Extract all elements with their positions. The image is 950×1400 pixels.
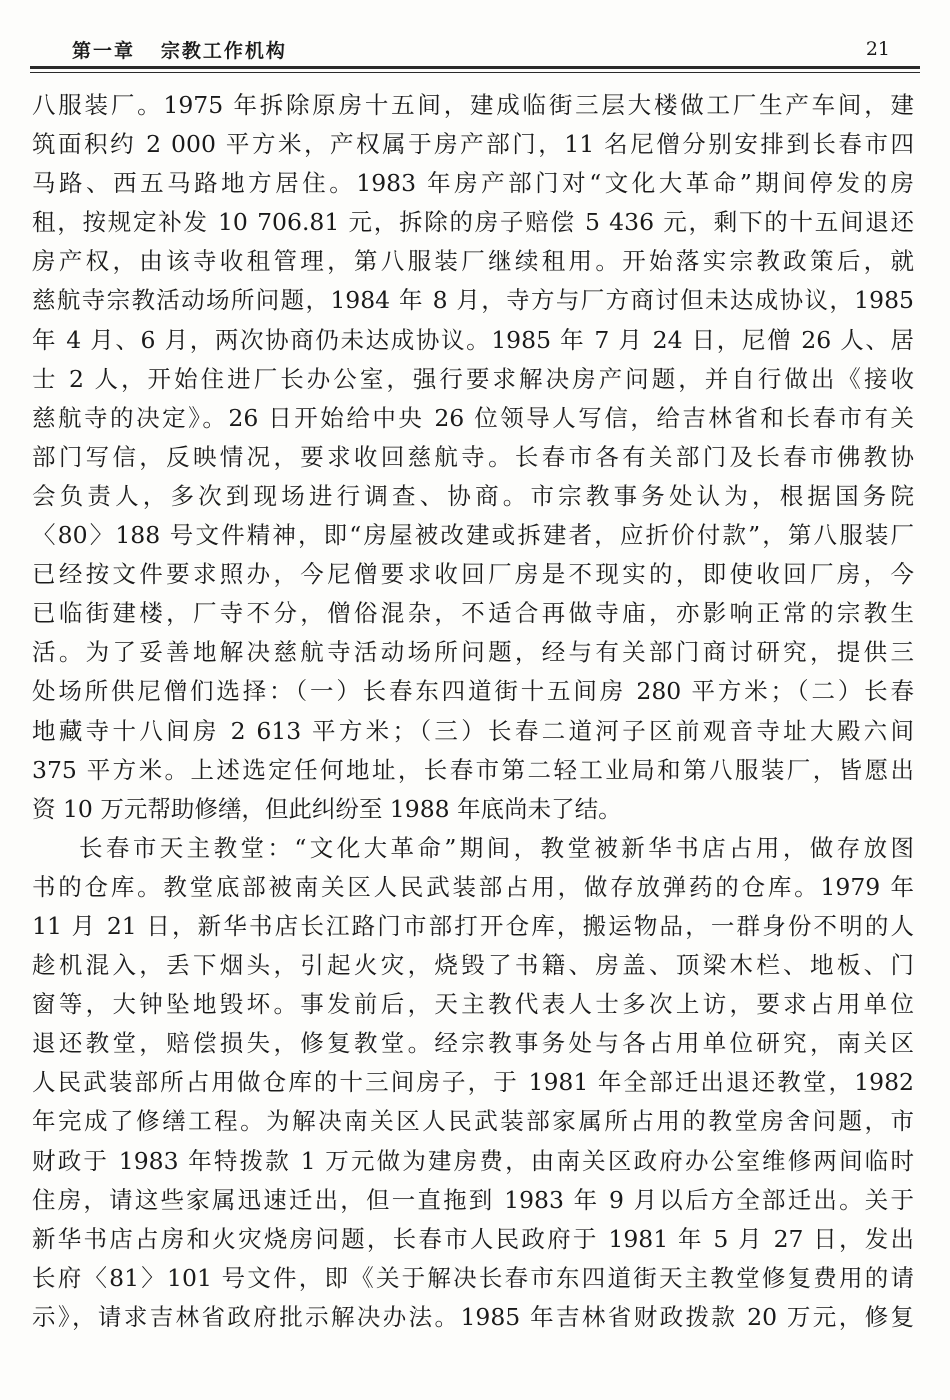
- paragraph: [32, 86, 914, 829]
- text-line: 年完成了修缮工程。为解决南关区人民武装部家属所占用的教堂房舍问题，市: [32, 1107, 914, 1136]
- text-line: 地藏寺十八间房 2 613 平方米；（三）长春二道河子区前观音寺址大殿六间: [32, 716, 914, 745]
- text-line: 财政于 1983 年特拨款 1 万元做为建房费，由南关区政府办公室维修两间临时: [32, 1146, 914, 1175]
- text-line: 慈航寺的决定》。26 日开始给中央 26 位领导人写信，给吉林省和长春市有关: [32, 403, 914, 432]
- body-text: [32, 86, 914, 1337]
- text-line: 筑面积约 2 000 平方米，产权属于房产部门，11 名尼僧分别安排到长春市四: [32, 130, 914, 159]
- text-line: 窗等，大钟坠地毁坏。事发前后，天主教代表人士多次上访，要求占用单位: [32, 990, 914, 1019]
- text-line: 人民武装部所占用做仓库的十三间房子，于 1981 年全部迁出退还教堂，1982: [32, 1068, 914, 1097]
- running-head: [30, 36, 920, 66]
- text-line: 趁机混入，丢下烟头，引起火灾，烧毁了书籍、房盖、顶梁木栏、地板、门: [32, 951, 914, 980]
- text-line: 已临街建楼，厂寺不分，僧俗混杂，不适合再做寺庙，亦影响正常的宗教生: [32, 599, 914, 628]
- text-line: 房产权，由该寺收租管理，第八服装厂继续租用。开始落实宗教政策后，就: [32, 247, 914, 276]
- text-line: 八服装厂。1975 年拆除原房十五间，建成临街三层大楼做工厂生产车间，建: [32, 91, 914, 119]
- text-line: 租，按规定补发 10 706.81 元，拆除的房子赔偿 5 436 元，剩下的十五间退还: [32, 208, 914, 237]
- text-line: 部门写信，反映情况，要求收回慈航寺。长春市各有关部门及长春市佛教协: [32, 442, 914, 471]
- text-line: 处场所供尼僧们选择：（一）长春东四道街十五间房 280 平方米；（二）长春: [32, 677, 914, 706]
- text-line: 资 10 万元帮助修缮，但此纠纷至 1988 年底尚未了结。: [32, 794, 622, 823]
- text-line: 住房，请这些家属迅速迁出，但一直拖到 1983 年 9 月以后方全部迁出。关于: [32, 1185, 914, 1214]
- header-rule-thin: [30, 72, 920, 73]
- text-line: 长春市天主教堂：“文化大革命”期间，教堂被新华书店占用，做存放图: [79, 833, 914, 862]
- text-line: 退还教堂，赔偿损失，修复教堂。经宗教事务处与各占用单位研究，南关区: [32, 1029, 914, 1058]
- text-line: 11 月 21 日，新华书店长江路门市部打开仓库，搬运物品，一群身份不明的人: [32, 911, 914, 940]
- page-number: 21: [865, 38, 890, 60]
- text-line: 示》，请求吉林省政府批示解决办法。1985 年吉林省财政拨款 20 万元，修复: [32, 1302, 914, 1331]
- text-line: 书的仓库。教堂底部被南关区人民武装部占用，做存放弹药的仓库。1979 年: [32, 872, 914, 901]
- header-rule-thick: [30, 66, 920, 69]
- text-line: 〈80〉188 号文件精神，即“房屋被改建或拆建者，应折价付款”，第八服装厂: [32, 521, 914, 550]
- text-line: 长府〈81〉101 号文件，即《关于解决长春市东四道街天主教堂修复费用的请: [32, 1263, 914, 1292]
- text-line: 年 4 月、6 月，两次协商仍未达成协议。1985 年 7 月 24 日，尼僧 26 人、居: [32, 325, 914, 354]
- text-line: 活。为了妥善地解决慈航寺活动场所问题，经与有关部门商讨研究，提供三: [32, 638, 914, 667]
- paragraph: [32, 829, 914, 1337]
- chapter-title: 第一章 宗教工作机构: [72, 40, 287, 62]
- text-line: 会负责人，多次到现场进行调查、协商。市宗教事务处认为，根据国务院: [32, 481, 914, 510]
- text-line: 已经按文件要求照办，今尼僧要求收回厂房是不现实的，即使收回厂房，今: [32, 560, 914, 589]
- text-line: 马路、西五马路地方居住。1983 年房产部门对“文化大革命”期间停发的房: [32, 169, 914, 198]
- text-line: 士 2 人，开始住进厂长办公室，强行要求解决房产问题，并自行做出《接收: [32, 364, 914, 393]
- text-line: 新华书店占房和火灾烧房问题，长春市人民政府于 1981 年 5 月 27 日，发出: [32, 1224, 914, 1253]
- text-line: 375 平方米。上述选定任何地址，长春市第二轻工业局和第八服装厂，皆愿出: [32, 755, 914, 784]
- text-line: 慈航寺宗教活动场所问题，1984 年 8 月，寺方与厂方商讨但未达成协议，1985: [32, 286, 914, 315]
